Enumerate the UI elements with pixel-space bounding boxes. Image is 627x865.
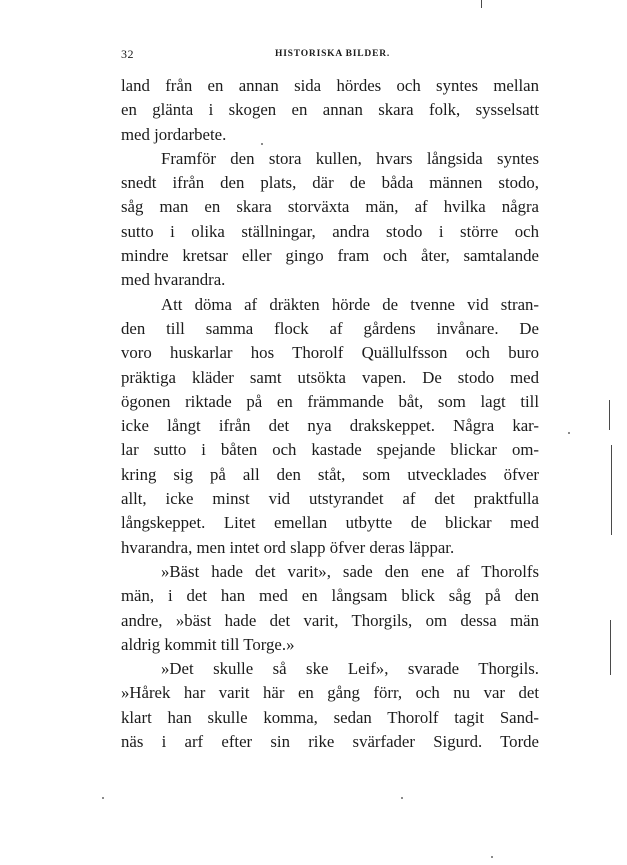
text-line: hvarandra, men intet ord slapp öfver deras läppar. (121, 537, 455, 557)
text-line: voro huskarlar hos Thorolf Quällulfsson och buro (121, 343, 539, 363)
scan-speck (401, 797, 403, 799)
text-line: allt, icke minst vid utstyrandet af det praktfulla (121, 489, 539, 509)
text-line: land från en annan sida hördes och syntes mellan (121, 76, 539, 95)
scan-speck (491, 856, 493, 858)
text-line: »Bäst hade det varit», sade den ene af Thorolfs (161, 561, 539, 581)
text-line: präktiga kläder samt utsökta vapen. De stodo med (121, 367, 539, 387)
text-line: såg man en skara storväxta män, af hvilka några (121, 197, 539, 217)
running-head: HISTORISKA BILDER. (275, 49, 391, 59)
text-line: den till samma flock af gårdens invånare. De (121, 318, 539, 338)
scan-mark (481, 0, 482, 8)
text-line: andre, »bäst hade det varit, Thorgils, om dessa män (121, 610, 539, 630)
text-line: sutto i olika ställningar, andra stodo i större och (121, 221, 539, 241)
text-line: med hvarandra. (121, 270, 226, 290)
text-line: ögonen riktade på en främmande båt, som lagt till (121, 391, 539, 411)
text-line: lar sutto i båten och kastade spejande blickar om- (121, 440, 539, 460)
text-line: näs i arf efter sin rike svärfader Sigurd. Torde (121, 732, 539, 752)
scan-speck (102, 797, 104, 799)
scan-speck (261, 143, 263, 145)
text-line: icke långt ifrån det nya drakskeppet. Några kar- (121, 416, 539, 436)
text-line: »Det skulle så ske Leif», svarade Thorgils. (161, 659, 539, 679)
scan-speck (568, 432, 570, 434)
text-line: mindre kretsar eller gingo fram och åter, samtalande (121, 246, 539, 266)
text-line: snedt ifrån den plats, där de båda männen stodo, (121, 173, 539, 193)
scan-mark (611, 445, 612, 535)
body-text (121, 74, 539, 754)
scan-mark (610, 620, 611, 675)
text-line: kring sig på all den ståt, som utvecklades öfver (121, 464, 539, 484)
text-line: aldrig kommit till Torge.» (121, 634, 295, 654)
text-line: »Hårek har varit här en gång förr, och nu var det (121, 683, 539, 703)
text-line: män, i det han med en långsam blick såg på den (121, 586, 539, 606)
scan-mark (609, 400, 610, 430)
text-line: Framför den stora kullen, hvars långsida syntes (161, 148, 539, 168)
text-line: klart han skulle komma, sedan Thorolf tagit Sand- (121, 707, 539, 727)
text-line: en glänta i skogen en annan skara folk, sysselsatt (121, 100, 539, 120)
text-line: Att döma af dräkten hörde de tvenne vid stran- (161, 294, 539, 314)
text-line: med jordarbete. (121, 124, 227, 144)
page-number: 32 (121, 47, 134, 61)
text-line: långskeppet. Litet emellan utbytte de blickar med (121, 513, 539, 533)
